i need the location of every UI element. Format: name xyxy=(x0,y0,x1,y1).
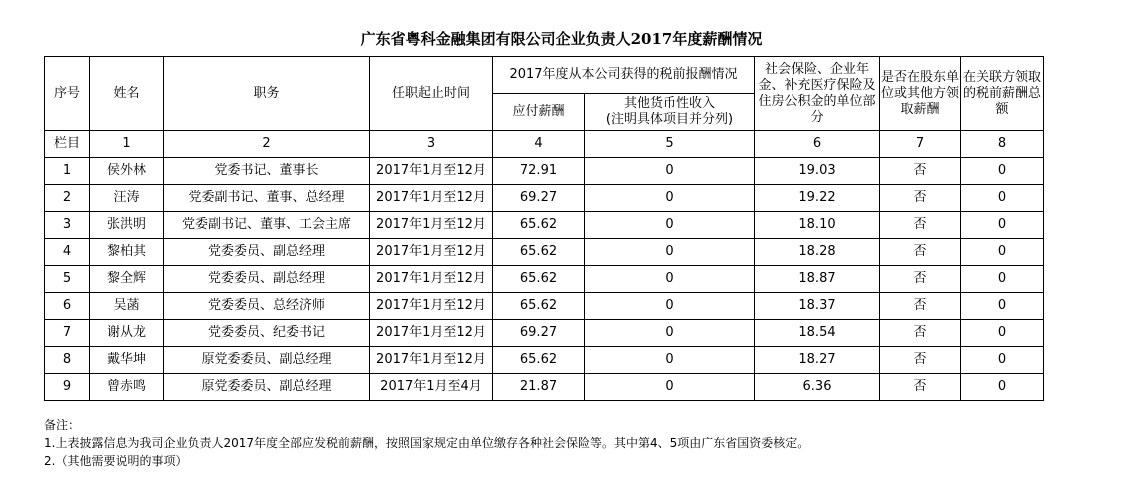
cell-position: 党委副书记、董事、工会主席 xyxy=(164,212,370,239)
header-term: 任职起止时间 xyxy=(370,57,493,131)
cell-position: 党委书记、董事长 xyxy=(164,158,370,185)
header-row xyxy=(45,57,1044,94)
salary-table xyxy=(44,56,1044,401)
cell-social: 6.36 xyxy=(755,374,880,401)
cell-term: 2017年1月至4月 xyxy=(370,374,493,401)
cell-name: 戴华坤 xyxy=(90,347,164,374)
cell-name: 谢从龙 xyxy=(90,320,164,347)
cell-other-income: 0 xyxy=(585,293,755,320)
cell-position: 原党委委员、副总经理 xyxy=(164,347,370,374)
cell-other-income: 0 xyxy=(585,212,755,239)
cell-position: 党委委员、纪委书记 xyxy=(164,320,370,347)
cell-seq: 2 xyxy=(45,185,90,212)
cell-seq: 8 xyxy=(45,347,90,374)
cell-name: 侯外林 xyxy=(90,158,164,185)
cell-social: 18.28 xyxy=(755,239,880,266)
table-row xyxy=(45,185,1044,212)
cell-name: 汪涛 xyxy=(90,185,164,212)
cell-salary: 65.62 xyxy=(493,347,585,374)
cell-term: 2017年1月至12月 xyxy=(370,293,493,320)
header-other-income: 其他货币性收入 (注明具体项目并分列) xyxy=(585,94,755,131)
cell-social: 18.27 xyxy=(755,347,880,374)
cell-other-paid: 否 xyxy=(880,212,961,239)
column-number: 4 xyxy=(493,131,585,158)
cell-salary: 65.62 xyxy=(493,239,585,266)
cell-term: 2017年1月至12月 xyxy=(370,185,493,212)
table-row xyxy=(45,266,1044,293)
cell-other-paid: 否 xyxy=(880,185,961,212)
cell-other-paid: 否 xyxy=(880,320,961,347)
note-2: 2.（其他需要说明的事项） xyxy=(44,454,188,468)
cell-term: 2017年1月至12月 xyxy=(370,320,493,347)
cell-salary: 69.27 xyxy=(493,185,585,212)
cell-related: 0 xyxy=(961,347,1044,374)
cell-related: 0 xyxy=(961,185,1044,212)
header-pretax-group: 2017年度从本公司获得的税前报酬情况 xyxy=(493,57,755,94)
column-number-label: 栏目 xyxy=(45,131,90,158)
notes-heading: 备注： xyxy=(44,418,81,432)
cell-name: 黎柏其 xyxy=(90,239,164,266)
cell-seq: 6 xyxy=(45,293,90,320)
cell-related: 0 xyxy=(961,266,1044,293)
cell-other-paid: 否 xyxy=(880,239,961,266)
cell-social: 19.03 xyxy=(755,158,880,185)
cell-other-paid: 否 xyxy=(880,158,961,185)
cell-seq: 9 xyxy=(45,374,90,401)
cell-seq: 7 xyxy=(45,320,90,347)
notes xyxy=(44,416,809,470)
column-number: 8 xyxy=(961,131,1044,158)
cell-other-income: 0 xyxy=(585,374,755,401)
cell-term: 2017年1月至12月 xyxy=(370,239,493,266)
column-number: 2 xyxy=(164,131,370,158)
cell-position: 党委委员、总经济师 xyxy=(164,293,370,320)
cell-related: 0 xyxy=(961,374,1044,401)
cell-other-income: 0 xyxy=(585,239,755,266)
cell-term: 2017年1月至12月 xyxy=(370,266,493,293)
table-row xyxy=(45,347,1044,374)
cell-related: 0 xyxy=(961,158,1044,185)
cell-name: 黎全辉 xyxy=(90,266,164,293)
header-position: 职务 xyxy=(164,57,370,131)
cell-other-paid: 否 xyxy=(880,266,961,293)
cell-social: 18.54 xyxy=(755,320,880,347)
cell-other-income: 0 xyxy=(585,266,755,293)
cell-seq: 5 xyxy=(45,266,90,293)
cell-name: 吴菡 xyxy=(90,293,164,320)
cell-name: 曾赤鸣 xyxy=(90,374,164,401)
cell-salary: 65.62 xyxy=(493,212,585,239)
note-1: 1.上表披露信息为我司企业负责人2017年度全部应发税前薪酬，按照国家规定由单位缴存各种社会保险等。其中第4、5项由广东省国资委核定。 xyxy=(44,436,810,450)
table-row xyxy=(45,374,1044,401)
column-number: 5 xyxy=(585,131,755,158)
column-number: 7 xyxy=(880,131,961,158)
table-row xyxy=(45,212,1044,239)
cell-position: 党委委员、副总经理 xyxy=(164,239,370,266)
cell-position: 党委副书记、董事、总经理 xyxy=(164,185,370,212)
cell-other-paid: 否 xyxy=(880,347,961,374)
column-number-row xyxy=(45,131,1044,158)
cell-salary: 72.91 xyxy=(493,158,585,185)
cell-other-income: 0 xyxy=(585,185,755,212)
cell-related: 0 xyxy=(961,239,1044,266)
cell-social: 18.37 xyxy=(755,293,880,320)
header-social: 社会保险、企业年金、补充医疗保险及住房公积金的单位部分 xyxy=(755,57,880,131)
cell-other-income: 0 xyxy=(585,347,755,374)
cell-term: 2017年1月至12月 xyxy=(370,347,493,374)
cell-salary: 69.27 xyxy=(493,320,585,347)
cell-term: 2017年1月至12月 xyxy=(370,158,493,185)
column-number: 1 xyxy=(90,131,164,158)
cell-other-income: 0 xyxy=(585,320,755,347)
cell-position: 原党委委员、副总经理 xyxy=(164,374,370,401)
cell-other-paid: 否 xyxy=(880,293,961,320)
page-title: 广东省粤科金融集团有限公司企业负责人2017年度薪酬情况 xyxy=(360,30,763,48)
cell-related: 0 xyxy=(961,293,1044,320)
cell-other-paid: 否 xyxy=(880,374,961,401)
header-seq: 序号 xyxy=(45,57,90,131)
cell-social: 19.22 xyxy=(755,185,880,212)
cell-position: 党委委员、副总经理 xyxy=(164,266,370,293)
table-row xyxy=(45,320,1044,347)
cell-name: 张洪明 xyxy=(90,212,164,239)
cell-related: 0 xyxy=(961,212,1044,239)
header-other-paid: 是否在股东单位或其他方领取薪酬 xyxy=(880,57,961,131)
table-row xyxy=(45,158,1044,185)
cell-salary: 21.87 xyxy=(493,374,585,401)
cell-seq: 4 xyxy=(45,239,90,266)
cell-salary: 65.62 xyxy=(493,266,585,293)
cell-other-income: 0 xyxy=(585,158,755,185)
header-related: 在关联方领取的税前薪酬总额 xyxy=(961,57,1044,131)
cell-term: 2017年1月至12月 xyxy=(370,212,493,239)
table-row xyxy=(45,293,1044,320)
header-salary: 应付薪酬 xyxy=(493,94,585,131)
header-name: 姓名 xyxy=(90,57,164,131)
table-row xyxy=(45,239,1044,266)
cell-salary: 65.62 xyxy=(493,293,585,320)
cell-seq: 1 xyxy=(45,158,90,185)
cell-social: 18.87 xyxy=(755,266,880,293)
column-number: 6 xyxy=(755,131,880,158)
cell-seq: 3 xyxy=(45,212,90,239)
cell-related: 0 xyxy=(961,320,1044,347)
cell-social: 18.10 xyxy=(755,212,880,239)
column-number: 3 xyxy=(370,131,493,158)
